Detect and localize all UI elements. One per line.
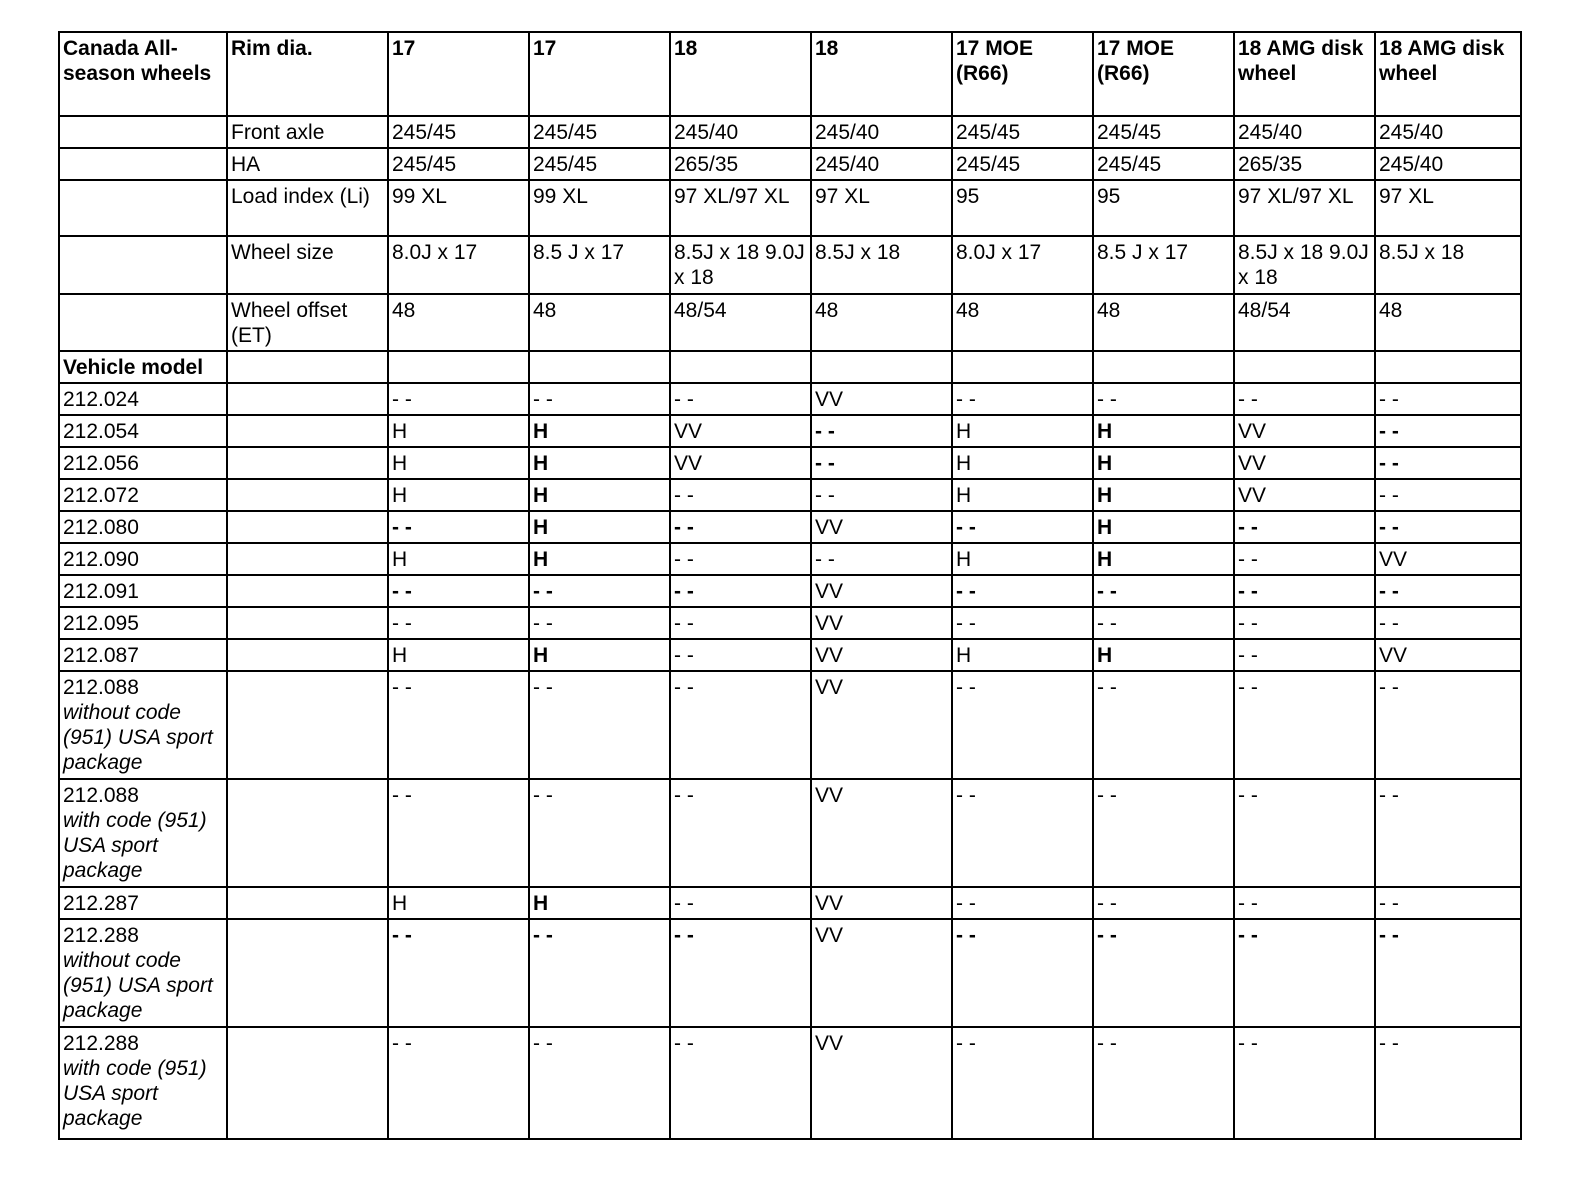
fitment-value: - -	[1234, 1027, 1375, 1139]
spec-label: HA	[227, 148, 388, 180]
fitment-value: - -	[952, 607, 1093, 639]
model-cell	[59, 919, 227, 1027]
fitment-value: H	[1093, 639, 1234, 671]
spec-value: 245/45	[388, 116, 529, 148]
fitment-value: - -	[388, 607, 529, 639]
fitment-value: - -	[670, 1027, 811, 1139]
fitment-value: - -	[529, 575, 670, 607]
empty-cell	[227, 479, 388, 511]
model-row	[59, 415, 1521, 447]
model-row	[59, 479, 1521, 511]
fitment-value: VV	[811, 779, 952, 887]
table-title: Canada All-season wheels	[59, 32, 227, 116]
model-number: 212.288	[63, 924, 139, 947]
fitment-value: - -	[952, 383, 1093, 415]
fitment-value: - -	[670, 671, 811, 779]
fitment-value: - -	[1375, 1027, 1521, 1139]
empty-cell	[59, 236, 227, 294]
vehicle-model-label: Vehicle model	[59, 351, 227, 383]
spec-value: 245/45	[388, 148, 529, 180]
fitment-value: H	[529, 887, 670, 919]
empty-cell	[670, 351, 811, 383]
spec-value: 99 XL	[388, 180, 529, 236]
model-cell	[59, 779, 227, 887]
model-row	[59, 919, 1521, 1027]
spec-value: 48	[1093, 294, 1234, 351]
empty-cell	[227, 415, 388, 447]
empty-cell	[227, 351, 388, 383]
fitment-value: VV	[811, 887, 952, 919]
fitment-value: - -	[1375, 887, 1521, 919]
column-header: 18	[670, 32, 811, 116]
fitment-value: - -	[388, 671, 529, 779]
spec-value: 245/45	[1093, 116, 1234, 148]
fitment-value: - -	[1375, 383, 1521, 415]
spec-value: 245/45	[529, 148, 670, 180]
empty-cell	[59, 294, 227, 351]
empty-cell	[227, 671, 388, 779]
fitment-value: - -	[529, 1027, 670, 1139]
fitment-value: VV	[811, 919, 952, 1027]
fitment-value: - -	[529, 671, 670, 779]
model-number: 212.088	[63, 784, 139, 807]
fitment-value: H	[388, 887, 529, 919]
wheel-compatibility-table	[58, 31, 1522, 1140]
model-row	[59, 383, 1521, 415]
model-cell	[59, 575, 227, 607]
column-header: 17	[529, 32, 670, 116]
fitment-value: VV	[1234, 479, 1375, 511]
model-row	[59, 887, 1521, 919]
column-header: 18 AMG disk wheel	[1234, 32, 1375, 116]
spec-value: 48	[1375, 294, 1521, 351]
fitment-value: - -	[1234, 671, 1375, 779]
fitment-value: H	[952, 543, 1093, 575]
fitment-value: VV	[1375, 639, 1521, 671]
fitment-value: - -	[952, 575, 1093, 607]
fitment-value: - -	[811, 415, 952, 447]
model-row	[59, 1027, 1521, 1139]
fitment-value: H	[952, 479, 1093, 511]
empty-cell	[227, 447, 388, 479]
fitment-value: - -	[388, 779, 529, 887]
model-row	[59, 575, 1521, 607]
fitment-value: H	[529, 639, 670, 671]
model-number: 212.088	[63, 676, 139, 699]
model-note: with code (951) USA sport package	[63, 1057, 207, 1130]
fitment-value: - -	[1375, 919, 1521, 1027]
spec-value: 8.5 J x 17	[529, 236, 670, 294]
fitment-value: - -	[1234, 543, 1375, 575]
fitment-value: VV	[670, 447, 811, 479]
fitment-value: VV	[1234, 415, 1375, 447]
fitment-value: - -	[1234, 575, 1375, 607]
empty-cell	[59, 148, 227, 180]
spec-value: 8.5J x 18 9.0J x 18	[1234, 236, 1375, 294]
model-row	[59, 639, 1521, 671]
spec-row	[59, 180, 1521, 236]
model-note: without code (951) USA sport package	[63, 949, 213, 1022]
fitment-value: - -	[1375, 671, 1521, 779]
spec-value: 97 XL/97 XL	[1234, 180, 1375, 236]
model-number: 212.054	[63, 420, 139, 443]
fitment-value: H	[529, 415, 670, 447]
spec-value: 48	[529, 294, 670, 351]
spec-value: 97 XL/97 XL	[670, 180, 811, 236]
fitment-value: H	[529, 447, 670, 479]
empty-cell	[59, 180, 227, 236]
fitment-value: H	[388, 639, 529, 671]
model-number: 212.288	[63, 1032, 139, 1055]
fitment-value: H	[1093, 479, 1234, 511]
spec-value: 95	[952, 180, 1093, 236]
model-row	[59, 779, 1521, 887]
fitment-value: - -	[388, 383, 529, 415]
fitment-value: H	[529, 479, 670, 511]
fitment-value: - -	[388, 575, 529, 607]
empty-cell	[227, 607, 388, 639]
model-number: 212.091	[63, 580, 139, 603]
empty-cell	[227, 887, 388, 919]
spec-value: 245/45	[529, 116, 670, 148]
fitment-value: - -	[670, 887, 811, 919]
fitment-value: - -	[670, 511, 811, 543]
fitment-value: - -	[952, 511, 1093, 543]
spec-value: 8.5J x 18	[811, 236, 952, 294]
empty-cell	[529, 351, 670, 383]
fitment-value: VV	[811, 1027, 952, 1139]
fitment-value: VV	[811, 607, 952, 639]
fitment-value: H	[529, 543, 670, 575]
fitment-value: H	[388, 543, 529, 575]
fitment-value: - -	[1093, 887, 1234, 919]
fitment-value: - -	[670, 479, 811, 511]
model-cell	[59, 1027, 227, 1139]
model-row	[59, 671, 1521, 779]
fitment-value: - -	[1093, 383, 1234, 415]
column-header: 18	[811, 32, 952, 116]
model-number: 212.056	[63, 452, 139, 475]
column-header: 17 MOE (R66)	[1093, 32, 1234, 116]
fitment-value: - -	[670, 919, 811, 1027]
fitment-value: - -	[670, 543, 811, 575]
model-number: 212.080	[63, 516, 139, 539]
fitment-value: - -	[529, 383, 670, 415]
spec-value: 245/45	[952, 116, 1093, 148]
spec-row	[59, 116, 1521, 148]
spec-value: 99 XL	[529, 180, 670, 236]
model-number: 212.024	[63, 388, 139, 411]
fitment-value: - -	[670, 575, 811, 607]
fitment-value: H	[529, 511, 670, 543]
fitment-value: - -	[952, 919, 1093, 1027]
spec-value: 265/35	[670, 148, 811, 180]
spec-value: 8.5J x 18 9.0J x 18	[670, 236, 811, 294]
spec-value: 8.5J x 18	[1375, 236, 1521, 294]
empty-cell	[227, 779, 388, 887]
empty-cell	[1234, 351, 1375, 383]
empty-cell	[227, 575, 388, 607]
fitment-value: - -	[952, 779, 1093, 887]
empty-cell	[227, 919, 388, 1027]
spec-label: Wheel size	[227, 236, 388, 294]
spec-value: 48	[811, 294, 952, 351]
fitment-value: H	[388, 479, 529, 511]
spec-value: 245/45	[952, 148, 1093, 180]
fitment-value: H	[952, 447, 1093, 479]
fitment-value: H	[388, 447, 529, 479]
model-cell	[59, 447, 227, 479]
fitment-value: - -	[1375, 511, 1521, 543]
spec-label: Front axle	[227, 116, 388, 148]
fitment-value: - -	[670, 383, 811, 415]
spec-value: 245/40	[811, 148, 952, 180]
fitment-value: - -	[1093, 671, 1234, 779]
fitment-value: - -	[952, 671, 1093, 779]
model-row	[59, 447, 1521, 479]
fitment-value: H	[1093, 447, 1234, 479]
empty-cell	[952, 351, 1093, 383]
fitment-value: - -	[1234, 779, 1375, 887]
fitment-value: - -	[1234, 383, 1375, 415]
spec-value: 265/35	[1234, 148, 1375, 180]
column-header: 17	[388, 32, 529, 116]
empty-cell	[227, 639, 388, 671]
empty-cell	[59, 116, 227, 148]
fitment-value: VV	[811, 383, 952, 415]
fitment-value: VV	[1375, 543, 1521, 575]
fitment-value: - -	[1234, 887, 1375, 919]
empty-cell	[1093, 351, 1234, 383]
spec-value: 8.5 J x 17	[1093, 236, 1234, 294]
fitment-value: H	[952, 639, 1093, 671]
fitment-value: - -	[1234, 639, 1375, 671]
fitment-value: VV	[811, 575, 952, 607]
model-cell	[59, 607, 227, 639]
model-row	[59, 607, 1521, 639]
model-cell	[59, 415, 227, 447]
spec-value: 48	[952, 294, 1093, 351]
spec-value: 245/40	[1234, 116, 1375, 148]
spec-value: 245/40	[811, 116, 952, 148]
fitment-value: - -	[1093, 607, 1234, 639]
fitment-value: - -	[1375, 415, 1521, 447]
empty-cell	[227, 1027, 388, 1139]
spec-value: 8.0J x 17	[388, 236, 529, 294]
fitment-value: VV	[670, 415, 811, 447]
fitment-value: - -	[952, 1027, 1093, 1139]
model-note: without code (951) USA sport package	[63, 701, 213, 774]
fitment-value: - -	[670, 607, 811, 639]
model-cell	[59, 887, 227, 919]
spec-value: 97 XL	[811, 180, 952, 236]
rim-dia-label: Rim dia.	[227, 32, 388, 116]
model-cell	[59, 639, 227, 671]
fitment-value: - -	[1234, 511, 1375, 543]
spec-label: Wheel offset (ET)	[227, 294, 388, 351]
spec-value: 245/40	[670, 116, 811, 148]
model-number: 212.087	[63, 644, 139, 667]
fitment-value: - -	[952, 887, 1093, 919]
fitment-value: - -	[670, 779, 811, 887]
fitment-value: - -	[1234, 919, 1375, 1027]
fitment-value: - -	[529, 607, 670, 639]
fitment-value: H	[1093, 415, 1234, 447]
spec-row	[59, 236, 1521, 294]
empty-cell	[1375, 351, 1521, 383]
empty-cell	[811, 351, 952, 383]
model-number: 212.090	[63, 548, 139, 571]
spec-value: 245/40	[1375, 116, 1521, 148]
fitment-value: - -	[1375, 607, 1521, 639]
empty-cell	[227, 383, 388, 415]
model-cell	[59, 543, 227, 575]
fitment-value: - -	[529, 919, 670, 1027]
fitment-value: - -	[1375, 779, 1521, 887]
fitment-value: H	[1093, 543, 1234, 575]
spec-value: 48/54	[670, 294, 811, 351]
fitment-value: - -	[388, 919, 529, 1027]
vehicle-model-row	[59, 351, 1521, 383]
model-cell	[59, 671, 227, 779]
fitment-value: - -	[1375, 575, 1521, 607]
empty-cell	[227, 511, 388, 543]
spec-row	[59, 294, 1521, 351]
fitment-value: VV	[811, 639, 952, 671]
model-row	[59, 511, 1521, 543]
spec-value: 97 XL	[1375, 180, 1521, 236]
model-row	[59, 543, 1521, 575]
spec-value: 245/45	[1093, 148, 1234, 180]
fitment-value: VV	[1234, 447, 1375, 479]
fitment-value: - -	[388, 511, 529, 543]
model-cell	[59, 383, 227, 415]
fitment-value: VV	[811, 511, 952, 543]
spec-row	[59, 148, 1521, 180]
model-number: 212.095	[63, 612, 139, 635]
fitment-value: VV	[811, 671, 952, 779]
fitment-value: - -	[1093, 575, 1234, 607]
fitment-value: - -	[1234, 607, 1375, 639]
header-row	[59, 32, 1521, 116]
spec-value: 8.0J x 17	[952, 236, 1093, 294]
fitment-value: - -	[1375, 447, 1521, 479]
fitment-value: - -	[1375, 479, 1521, 511]
fitment-value: - -	[670, 639, 811, 671]
fitment-value: - -	[529, 779, 670, 887]
model-number: 212.072	[63, 484, 139, 507]
spec-label: Load index (Li)	[227, 180, 388, 236]
fitment-value: - -	[1093, 1027, 1234, 1139]
fitment-value: - -	[811, 447, 952, 479]
fitment-value: H	[952, 415, 1093, 447]
column-header: 17 MOE (R66)	[952, 32, 1093, 116]
fitment-value: - -	[811, 479, 952, 511]
model-cell	[59, 511, 227, 543]
spec-value: 48/54	[1234, 294, 1375, 351]
fitment-value: - -	[388, 1027, 529, 1139]
empty-cell	[388, 351, 529, 383]
fitment-value: H	[1093, 511, 1234, 543]
spec-value: 245/40	[1375, 148, 1521, 180]
model-note: with code (951) USA sport package	[63, 809, 207, 882]
fitment-value: H	[388, 415, 529, 447]
spec-value: 48	[388, 294, 529, 351]
model-number: 212.287	[63, 892, 139, 915]
model-cell	[59, 479, 227, 511]
fitment-value: - -	[1093, 919, 1234, 1027]
empty-cell	[227, 543, 388, 575]
spec-value: 95	[1093, 180, 1234, 236]
fitment-value: - -	[811, 543, 952, 575]
fitment-value: - -	[1093, 779, 1234, 887]
column-header: 18 AMG disk wheel	[1375, 32, 1521, 116]
